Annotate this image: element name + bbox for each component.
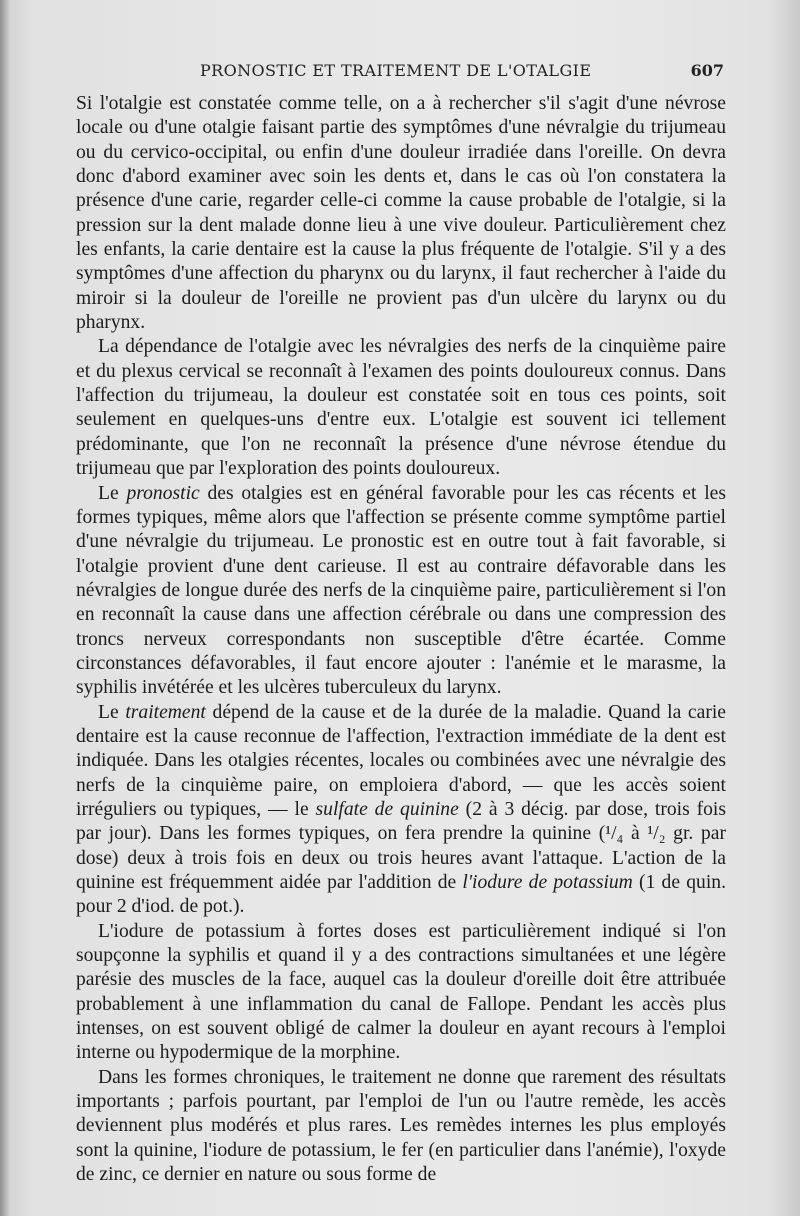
italic-term: sulfate de quinine (315, 798, 459, 820)
paragraph (76, 1066, 726, 1188)
paragraph (76, 482, 726, 701)
page-number: 607 (690, 61, 724, 80)
paragraph (76, 335, 726, 481)
running-head: PRONOSTIC ET TRAITEMENT DE L'OTALGIE (200, 61, 592, 80)
paragraph (76, 920, 726, 1066)
text-run: Dans les formes chroniques, le traitement ne donne que rarement des résultats importants ; parfois pourtant, par l'emploi de l'un ou l'autre remède, les accès deviennent plus modérés et plus rares. Les remèdes internes les plus employés sont la quinine, l'iodure de potassium, le fer (en particulier dans l'anémie), l'oxyde de zinc, ce dernier en nature ou sous forme de (76, 1066, 726, 1186)
text-run: dépend de la cause et de la durée de la maladie. Quand la carie dentaire est la cause reconnue de l'affection, l'extraction immédiate de la dent est indiquée. Dans les otalgies récentes, locales ou combinées avec une névralgie des nerfs de la cinquième paire, on emploiera d'abord, — que les accès soient irréguliers ou typiques, — le (76, 701, 726, 820)
italic-term: pronostic (126, 482, 200, 504)
text-run: Si l'otalgie est constatée comme telle, on a à rechercher s'il s'agit d'une névrose locale ou d'une otalgie faisant partie des symptômes d'une névralgie du trijumeau ou du cervico-occipital, ou enfin d'une douleur irradiée dans l'oreille. On devra donc d'abord examiner avec soin les dents et, dans le cas où l'on constatera la présence d'une carie, regarder celle-ci comme la cause probable de l'otalgie, si la pression sur la dent malade donne lieu à une vive douleur. Particulièrement chez les enfants, la carie dentaire est la cause la plus fréquente de l'otalgie. S'il y a des symptômes d'une affection du pharynx ou du larynx, il faut rechercher à l'aide du miroir si la douleur de l'oreille ne provient pas d'un ulcère du larynx ou du pharynx. (76, 93, 726, 334)
text-run: des otalgies est en général favorable pour les cas récents et les formes typiques, même alors que l'affection se présente comme symptôme partiel d'une névralgie du trijumeau. Le pronostic est en outre tout à fait favorable, si l'otalgie provient d'une dent carieuse. Il est au contraire défavorable dans les névralgies de longue durée des nerfs de la cinquième paire, particulièrement si l'on en reconnaît la cause dans une affection cérébrale ou dans une compression des troncs nerveux correspondants non susceptible d'être écartée. Comme circonstances défavorables, il faut encore ajouter : l'anémie et le marasme, la syphilis invétérée et les ulcères tuberculeux du larynx. (76, 482, 726, 699)
text-run: Le (98, 701, 126, 723)
page-edge-shadow (0, 0, 10, 1216)
text-run: La dépendance de l'otalgie avec les névralgies des nerfs de la cinquième paire et du plexus cervical se reconnaît à l'examen des points douloureux connus. Dans l'affection du trijumeau, la douleur est constatée soit en tous ces points, soit seulement en quelques-uns d'entre eux. L'otalgie est souvent ici tellement prédominante, que l'on ne reconnaît la présence d'une névrose étendue du trijumeau que par l'exploration des points douloureux. (76, 336, 726, 480)
italic-term: traitement (125, 701, 206, 723)
text-run: (1 de quin. pour 2 d'iod. de pot.). (76, 872, 726, 918)
page-header (78, 58, 724, 86)
paragraph (76, 92, 726, 335)
paragraph (76, 701, 726, 920)
body-text (76, 92, 726, 1187)
text-run: L'iodure de potassium à fortes doses est particulièrement indiqué si l'on soupçonne la syphilis et quand il y a des contractions simultanées et une légère parésie des muscles de la face, auquel cas la douleur d'oreille doit être attribuée probablement à une inflammation du canal de Fallope. Pendant les accès plus intenses, on est souvent obligé de calmer la douleur en ayant recours à l'emploi interne ou hypodermique de la morphine. (76, 920, 726, 1064)
italic-term: l'iodure de potassium (462, 872, 633, 893)
text-run: Le (98, 482, 127, 504)
text-run: (2 à 3 décig. par dose, trois fois par jour). Dans les formes typiques, on fera prendre la quinine (¹/₄ à ¹/₂ gr. par dose) deux à trois fois en deux ou trois heures avant l'attaque. L'action de la quinine est fréquemment aidée par l'addition de (76, 798, 727, 893)
